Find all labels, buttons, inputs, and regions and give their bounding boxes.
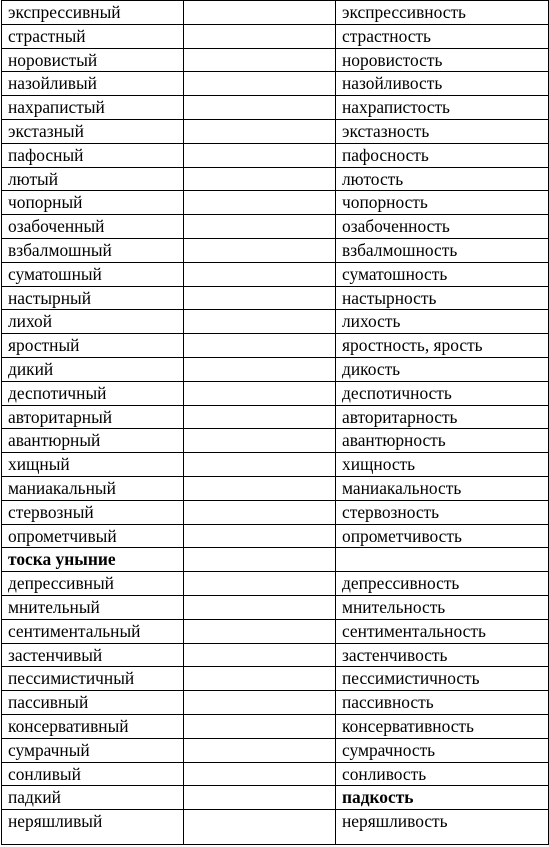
empty-middle-cell [184, 143, 336, 167]
table-row [2, 548, 549, 572]
noun-cell: деспотичность [336, 381, 549, 405]
noun-cell: неряшливость [336, 810, 549, 845]
table-row [2, 595, 549, 619]
table-row [2, 238, 549, 262]
table-row [2, 810, 549, 845]
adjective-cell: экспрессивный [2, 1, 184, 25]
noun-cell: авторитарность [336, 405, 549, 429]
noun-cell [336, 548, 549, 572]
adjective-cell: депрессивный [2, 572, 184, 596]
empty-middle-cell [184, 548, 336, 572]
adjective-cell: авантюрный [2, 429, 184, 453]
table-row [2, 714, 549, 738]
noun-cell: падкость [336, 786, 549, 810]
empty-middle-cell [184, 405, 336, 429]
noun-cell: мнительность [336, 595, 549, 619]
table-row [2, 286, 549, 310]
table-row [2, 48, 549, 72]
noun-cell: экстазность [336, 119, 549, 143]
table-row [2, 405, 549, 429]
table-row [2, 572, 549, 596]
table-row [2, 334, 549, 358]
adjective-cell: сентиментальный [2, 619, 184, 643]
table-row [2, 310, 549, 334]
empty-middle-cell [184, 667, 336, 691]
table-row [2, 429, 549, 453]
adjective-cell: страстный [2, 24, 184, 48]
adjective-cell: экстазный [2, 119, 184, 143]
adjective-cell: неряшливый [2, 810, 184, 845]
noun-cell: лютость [336, 167, 549, 191]
table-row [2, 119, 549, 143]
noun-cell: экспрессивность [336, 1, 549, 25]
table-row [2, 500, 549, 524]
adjective-cell: опрометчивый [2, 524, 184, 548]
noun-cell: яростность, ярость [336, 334, 549, 358]
empty-middle-cell [184, 595, 336, 619]
empty-middle-cell [184, 24, 336, 48]
empty-middle-cell [184, 1, 336, 25]
empty-middle-cell [184, 762, 336, 786]
noun-cell: пессимистичность [336, 667, 549, 691]
adjective-cell: пафосный [2, 143, 184, 167]
noun-cell: пафосность [336, 143, 549, 167]
noun-cell: суматошность [336, 262, 549, 286]
table-row [2, 762, 549, 786]
adjective-cell: озабоченный [2, 215, 184, 239]
noun-cell: хищность [336, 453, 549, 477]
empty-middle-cell [184, 215, 336, 239]
table-row [2, 143, 549, 167]
table-row [2, 524, 549, 548]
empty-middle-cell [184, 643, 336, 667]
noun-cell: сумрачность [336, 738, 549, 762]
noun-cell: депрессивность [336, 572, 549, 596]
table-row [2, 167, 549, 191]
empty-middle-cell [184, 167, 336, 191]
adjective-cell: настырный [2, 286, 184, 310]
empty-middle-cell [184, 96, 336, 120]
noun-cell: взбалмошность [336, 238, 549, 262]
empty-middle-cell [184, 738, 336, 762]
word-table [1, 0, 549, 845]
adjective-cell: назойливый [2, 72, 184, 96]
adjective-cell: застенчивый [2, 643, 184, 667]
adjective-cell: дикий [2, 357, 184, 381]
adjective-cell: сонливый [2, 762, 184, 786]
table-row [2, 667, 549, 691]
adjective-cell: норовистый [2, 48, 184, 72]
adjective-cell: чопорный [2, 191, 184, 215]
adjective-cell: сумрачный [2, 738, 184, 762]
table-row [2, 72, 549, 96]
table-row [2, 643, 549, 667]
empty-middle-cell [184, 691, 336, 715]
adjective-cell: суматошный [2, 262, 184, 286]
empty-middle-cell [184, 714, 336, 738]
adjective-cell: лихой [2, 310, 184, 334]
empty-middle-cell [184, 381, 336, 405]
table-row [2, 786, 549, 810]
noun-cell: озабоченность [336, 215, 549, 239]
empty-middle-cell [184, 810, 336, 845]
adjective-cell: лютый [2, 167, 184, 191]
adjective-cell: деспотичный [2, 381, 184, 405]
adjective-cell: хищный [2, 453, 184, 477]
noun-cell: стервозность [336, 500, 549, 524]
adjective-cell: пассивный [2, 691, 184, 715]
adjective-cell: мнительный [2, 595, 184, 619]
empty-middle-cell [184, 48, 336, 72]
empty-middle-cell [184, 191, 336, 215]
noun-cell: чопорность [336, 191, 549, 215]
empty-middle-cell [184, 524, 336, 548]
noun-cell: опрометчивость [336, 524, 549, 548]
empty-middle-cell [184, 453, 336, 477]
empty-middle-cell [184, 310, 336, 334]
adjective-cell: пессимистичный [2, 667, 184, 691]
noun-cell: пассивность [336, 691, 549, 715]
noun-cell: настырность [336, 286, 549, 310]
table-row [2, 262, 549, 286]
table-row [2, 191, 549, 215]
noun-cell: страстность [336, 24, 549, 48]
empty-middle-cell [184, 786, 336, 810]
empty-middle-cell [184, 119, 336, 143]
adjective-cell: стервозный [2, 500, 184, 524]
noun-cell: застенчивость [336, 643, 549, 667]
empty-middle-cell [184, 619, 336, 643]
noun-cell: лихость [336, 310, 549, 334]
word-table-body [2, 1, 549, 845]
empty-middle-cell [184, 572, 336, 596]
noun-cell: нахрапистость [336, 96, 549, 120]
table-row [2, 24, 549, 48]
adjective-cell: авторитарный [2, 405, 184, 429]
empty-middle-cell [184, 429, 336, 453]
adjective-cell: взбалмошный [2, 238, 184, 262]
adjective-cell: маниакальный [2, 476, 184, 500]
adjective-cell: консервативный [2, 714, 184, 738]
empty-middle-cell [184, 286, 336, 310]
empty-middle-cell [184, 238, 336, 262]
noun-cell: сонливость [336, 762, 549, 786]
table-row [2, 357, 549, 381]
empty-middle-cell [184, 476, 336, 500]
empty-middle-cell [184, 334, 336, 358]
adjective-cell: нахрапистый [2, 96, 184, 120]
adjective-cell: яростный [2, 334, 184, 358]
noun-cell: дикость [336, 357, 549, 381]
table-row [2, 381, 549, 405]
empty-middle-cell [184, 500, 336, 524]
noun-cell: авантюрность [336, 429, 549, 453]
noun-cell: консервативность [336, 714, 549, 738]
empty-middle-cell [184, 357, 336, 381]
empty-middle-cell [184, 72, 336, 96]
noun-cell: сентиментальность [336, 619, 549, 643]
adjective-cell: падкий [2, 786, 184, 810]
table-row [2, 691, 549, 715]
noun-cell: маниакальность [336, 476, 549, 500]
noun-cell: норовистость [336, 48, 549, 72]
noun-cell: назойливость [336, 72, 549, 96]
table-row [2, 96, 549, 120]
table-row [2, 215, 549, 239]
adjective-cell: тоска уныние [2, 548, 184, 572]
table-row [2, 1, 549, 25]
table-row [2, 738, 549, 762]
table-row [2, 453, 549, 477]
table-row [2, 476, 549, 500]
empty-middle-cell [184, 262, 336, 286]
table-row [2, 619, 549, 643]
